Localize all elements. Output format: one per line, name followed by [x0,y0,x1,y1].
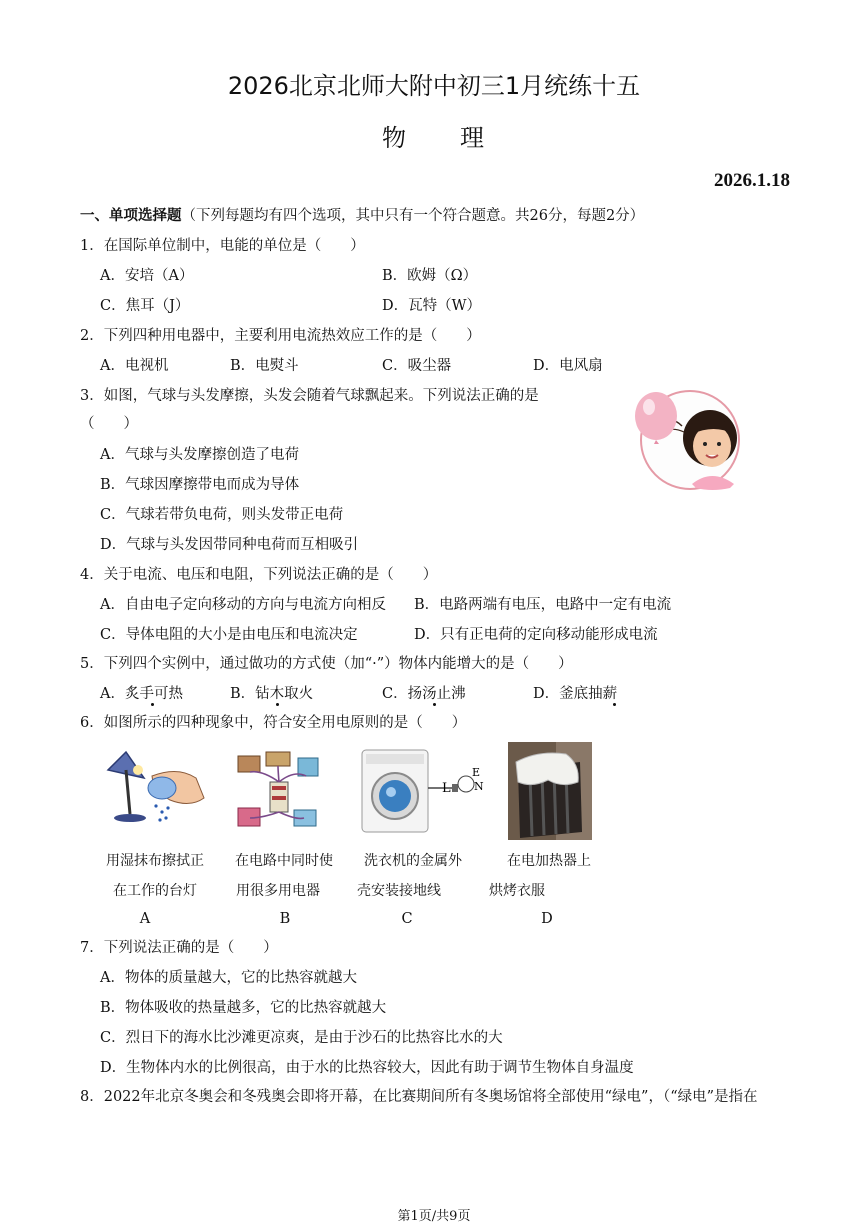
question-2-stem: 2．下列四种用电器中，主要利用电流热效应工作的是（ ） [80,328,481,344]
q4-option-a: A．自由电子定向移动的方向与电流方向相反 [100,597,386,613]
q6-label-b: B [279,911,291,927]
plug-label-l: L [442,781,451,796]
q2-option-c: C．吸尘器 [382,358,452,374]
q3-option-c: C．气球若带负电荷，则头发带正电荷 [100,507,344,523]
q7-option-d: D．生物体内水的比例很高，由于水的比热容较大，因此有助于调节生物体自身温度 [100,1060,634,1076]
page-number: 第1页/共9页 [397,1209,471,1224]
q7-option-a: A．物体的质量越大，它的比热容就越大 [100,970,357,986]
q6-caption-b-line2: 用很多用电器 [236,883,320,899]
q6-caption-c-line2: 壳安装接地线 [357,883,441,899]
question-4-stem: 4．关于电流、电压和电阻，下列说法正确的是（ ） [80,567,438,583]
q3-option-a: A．气球与头发摩擦创造了电荷 [100,447,299,463]
q4-option-d: D．只有正电荷的定向移动能形成电流 [414,627,658,643]
q1-option-b: B．欧姆（Ω） [382,268,478,284]
question-8-stem: 8．2022年北京冬奥会和冬残奥会即将开幕，在比赛期间所有冬奥场馆将全部使用“绿电”，（“绿电”是指在 [80,1089,758,1105]
q5-option-a: A．炙手可热 [100,686,183,702]
q6-caption-c-line1: 洗衣机的金属外 [364,853,462,869]
q3-option-d: D．气球与头发因带同种电荷而互相吸引 [100,537,359,553]
section-heading [80,206,644,226]
desk-lamp-wet-cloth-image [100,748,210,834]
emphasis-dot [613,703,616,706]
emphasis-dot [433,703,436,706]
q5-option-d: D．釜底抽薪 [533,686,618,702]
q2-option-d: D．电风扇 [533,358,603,374]
plug-label-e: E [472,766,481,779]
q6-caption-d-line1: 在电加热器上 [507,853,591,869]
q6-label-a: A [139,911,151,927]
question-7-stem: 7．下列说法正确的是（ ） [80,940,278,956]
emphasis-dot [276,703,279,706]
question-6-stem: 6．如图所示的四种现象中，符合安全用电原则的是（ ） [80,715,467,731]
balloon-girl-illustration [630,388,742,492]
q4-option-c: C．导体电阻的大小是由电压和电流决定 [100,627,358,643]
q2-option-b: B．电熨斗 [230,358,299,374]
subject-title: 物 理 [382,124,486,152]
q5-option-c: C．扬汤止沸 [382,686,466,702]
q6-caption-a-line2: 在工作的台灯 [113,883,197,899]
q1-option-d: D．瓦特（W） [382,298,482,314]
question-5-stem: 5．下列四个实例中，通过做功的方式使（加“·”）物体内能增大的是（ ） [80,656,573,672]
emphasis-dot [151,703,154,706]
section-title: 一、单项选择题 [80,208,182,224]
washing-machine-grounded-image [360,748,490,834]
q6-caption-b-line1: 在电路中同时使 [235,853,333,869]
q7-option-c: C．烈日下的海水比沙滩更凉爽，是由于沙石的比热容比水的大 [100,1030,503,1046]
q3-option-b: B．气球因摩擦带电而成为导体 [100,477,300,493]
exam-date: 2026.1.18 [714,170,790,191]
q6-label-d: D [541,911,553,927]
section-instruction: （下列每题均有四个选项，其中只有一个符合题意。共26分，每题2分） [181,208,645,224]
plug-label-n: N [474,780,484,793]
q6-caption-d-line2: 烘烤衣服 [489,883,545,899]
overloaded-power-strip-image [232,748,328,836]
q3-answer-paren: （ ） [80,416,138,432]
q6-label-c: C [401,911,413,927]
q5-option-b: B．钻木取火 [230,686,314,702]
q1-option-a: A．安培（A） [100,268,194,284]
question-1-stem: 1．在国际单位制中，电能的单位是（ ） [80,238,365,254]
electric-heater-clothes-image [508,742,592,840]
q6-caption-a-line1: 用湿抹布擦拭正 [106,853,204,869]
q1-option-c: C．焦耳（J） [100,298,190,314]
q7-option-b: B．物体吸收的热量越多，它的比热容就越大 [100,1000,387,1016]
q2-option-a: A．电视机 [100,358,169,374]
exam-title: 2026北京北师大附中初三1月统练十五 [227,72,641,100]
q4-option-b: B．电路两端有电压，电路中一定有电流 [414,597,672,613]
question-3-stem: 3．如图，气球与头发摩擦，头发会随着气球飘起来。下列说法正确的是 [80,388,539,404]
